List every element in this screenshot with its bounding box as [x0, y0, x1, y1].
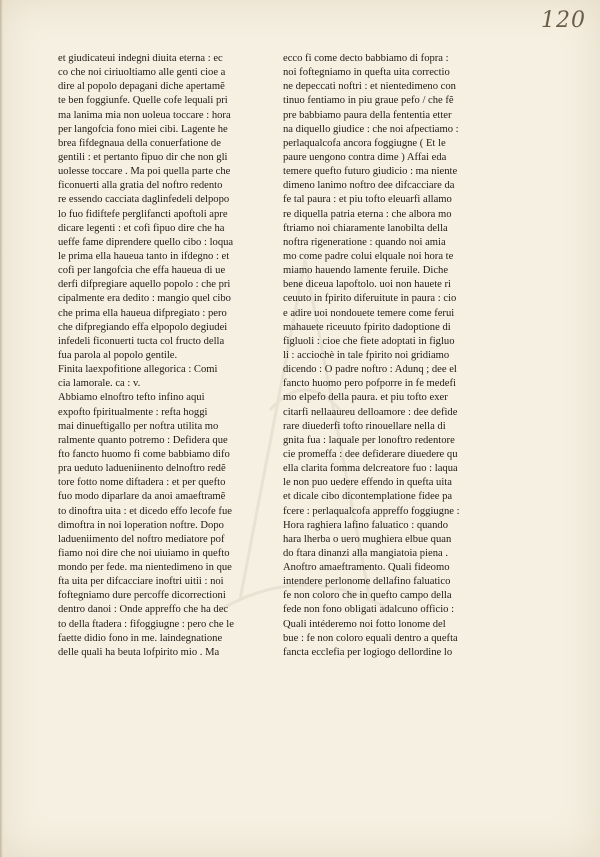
text-line: te ben foggiunfe. Quelle cofe lequali pri: [58, 95, 228, 107]
text-line: to della ftadera : fifoggiugne : pero che le: [58, 618, 234, 630]
text-line: fancto huomo pero pofporre in fe medefi: [283, 378, 456, 390]
text-line: dire al popolo depagani diche apertamẽ: [58, 81, 225, 93]
text-line: noi foftegniamo in quefta uita correctio: [283, 67, 450, 79]
text-line: dicendo : O padre noftro : Adunq ; dee el: [283, 364, 457, 376]
text-line: Finita laexpofitione allegorica : Comi: [58, 364, 218, 376]
text-line: fe non coloro che in quefto campo della: [283, 590, 452, 602]
text-line: fe tal paura : et piu tofto eleuarfi allamo: [283, 194, 452, 206]
text-line: lo fuo fidiftefe perglifancti apoftoli apre: [58, 208, 228, 220]
text-line: co che noi ciriuoltiamo alle genti cioe a: [58, 67, 226, 79]
text-line: intendere perlonome dellafino faluatico: [283, 576, 451, 588]
text-line: fiamo noi dire che noi uiuiamo in quefto: [58, 547, 230, 559]
text-line: rare diuederfi tofto rinouellare nella di: [283, 420, 446, 432]
text-line: re diquella patria eterna : che albora mo: [283, 208, 452, 220]
text-line: Quali intéderemo noi fotto lonome del: [283, 618, 446, 630]
text-line: mo come padre colui elquale noi hora te: [283, 250, 454, 262]
text-line: paure uengono contra dime ) Affai eda: [283, 151, 447, 163]
text-line: na diquello giudice : che noi afpectiamo :: [283, 123, 459, 135]
text-line: derfi difpregiare aquello popolo : che pri: [58, 279, 231, 291]
text-line: ueffe fame diprendere quello cibo : loqua: [58, 236, 234, 248]
text-line: ficonuerti alla gratia del noftro redento: [58, 180, 223, 192]
text-line: gentili : et pertanto fipuo dir che non gli: [58, 151, 228, 163]
text-line: uolesse toccare . Ma poi quella parte che: [58, 166, 231, 178]
text-line: cie promeffa : dee defiderare diuedere qu: [283, 448, 458, 460]
text-line: le prima ella haueua tanto in ifdegno : et: [58, 250, 230, 262]
text-line: tinuo fentiamo in piu graue pefo / che fẽ: [283, 95, 454, 107]
text-line: brea fifdegnaua della conuerfatione de: [58, 137, 221, 149]
text-line: mai dinueftigallo per noftra utilita mo: [58, 420, 219, 432]
text-line: et dicale cibo dicontemplatione fidee pa: [283, 491, 453, 503]
text-line: cofi per langofcia che effa haueua di ue: [58, 265, 226, 277]
text-line: pra ueduto ladueniinento delnoftro redẽ: [58, 463, 226, 475]
text-line: cipalmente era dedito : mangio quel cibo: [58, 293, 231, 305]
text-line: bue : fe non coloro equali dentro a quefta: [283, 632, 458, 644]
text-line: figluoli : cioe che fiete adoptati in figluo: [283, 335, 455, 347]
text-line: ecco fi come decto babbiamo di fopra :: [283, 53, 449, 64]
text-line: bene diceua lapoftolo. uoi non hauete ri: [283, 279, 451, 291]
text-column-right: [283, 52, 488, 660]
text-line: Abbiamo elnoftro tefto infino aqui: [58, 392, 205, 404]
text-line: foftegniamo dure percoffe dicorrectioni: [58, 590, 226, 602]
text-line: ceuuto in fpirito diferuitute in paura : cio: [283, 293, 457, 305]
text-line: fta uita per difcacciare inoftri uitii : noi: [58, 576, 224, 588]
text-line: li : acciochè in tale fpirito noi gridiamo: [283, 349, 450, 361]
text-line: mo elpefo della paura. et piu tofto exer: [283, 392, 448, 404]
text-line: re essendo cacciata daglinfedeli delpopo: [58, 194, 230, 206]
text-line: delle quali ha beuta lofpirito mio . Ma: [58, 646, 220, 658]
text-line: miamo hauendo lamente feruile. Diche: [283, 265, 449, 277]
text-line: perlaqualcofa ancora foggiugne ( Et le: [283, 137, 446, 149]
text-line: dicare legenti : et cofi fipuo dire che ha: [58, 222, 225, 234]
text-line: do ftara dinanzi alla mangiatoia piena .: [283, 547, 449, 559]
text-line: pre babbiamo paura della fententia etter: [283, 109, 452, 121]
text-line: faette didio fono in me. laindegnatione: [58, 632, 223, 644]
page-fold-shadow: [0, 0, 3, 857]
text-line: fede non fono obligati adalcuno officio :: [283, 604, 455, 616]
text-line: fua parola al popolo gentile.: [58, 349, 178, 361]
text-line: citarfi nellaaureu delloamore : dee defide: [283, 406, 458, 418]
text-line: che prima ella haueua difpregiato : pero: [58, 307, 227, 319]
text-line: ella clarita fomma delcreatore fuo : laqua: [283, 463, 458, 475]
text-line: fto fancto huomo fi come babbiamo difo: [58, 448, 230, 460]
text-line: Anoftro amaeftramento. Quali fideomo: [283, 562, 450, 574]
text-line: expofto fpiritualmente : refta hoggi: [58, 406, 208, 418]
text-line: dimeno lanimo noftro dee difcacciare da: [283, 180, 455, 192]
text-line: temere quefto futuro giudicio : ma niente: [283, 166, 458, 178]
text-line: tore fotto nome diftadera : et per quefto: [58, 477, 226, 489]
text-line: fancta ecclefia per logiogo dellordine lo: [283, 646, 453, 658]
text-line: fuo modo diparlare da anoi amaeftramẽ: [58, 491, 226, 503]
text-line: dentro danoi : Onde appreffo che ha dec: [58, 604, 229, 616]
text-line: per langofcia fono miei cibi. Lagente he: [58, 123, 228, 135]
text-line: gnita fua : laquale per lonoftro redentore: [283, 434, 455, 446]
text-line: ralmente quanto potremo : Defidera que: [58, 434, 228, 446]
text-line: ftriamo noi chiaramente lanobilta della: [283, 222, 448, 234]
text-line: et giudicateui indegni diuita eterna : ec: [58, 53, 223, 64]
text-line: ladueniimento del noftro mediatore pof: [58, 533, 225, 545]
text-line: mondo per fede. ma nientedimeno in que: [58, 562, 232, 574]
text-line: e adire uoi nondouete temere come ferui: [283, 307, 455, 319]
text-line: ma lanima mia non uoleua toccare : hora: [58, 109, 231, 121]
text-line: hara lherba o uero mughiera elbue quan: [283, 533, 452, 545]
text-line: Hora raghiera lafino faluatico : quando: [283, 519, 449, 531]
text-line: ne depeccati noftri : et nientedimeno con: [283, 81, 456, 93]
text-line: cia lamorale. ca : v.: [58, 378, 141, 390]
text-line: fcere : perlaqualcofa appreffo foggiugne :: [283, 505, 460, 517]
text-line: che difpregiando effa elpopolo degiudei: [58, 321, 228, 333]
text-line: le non puo uedere effendo in quefta uita: [283, 477, 452, 489]
text-line: noftra rigeneratione : quando noi amia: [283, 236, 446, 248]
text-column-left: [58, 52, 263, 660]
text-line: infedeli ficonuerti tucta col fructo della: [58, 335, 225, 347]
folio-number: 120: [541, 8, 586, 33]
text-line: to dinoftra uita : et dicedo effo lecofe fue: [58, 505, 232, 517]
text-line: dimoftra in noi loperation noftre. Dopo: [58, 519, 224, 531]
text-line: mahauete riceuuto fpirito dadoptione di: [283, 321, 451, 333]
